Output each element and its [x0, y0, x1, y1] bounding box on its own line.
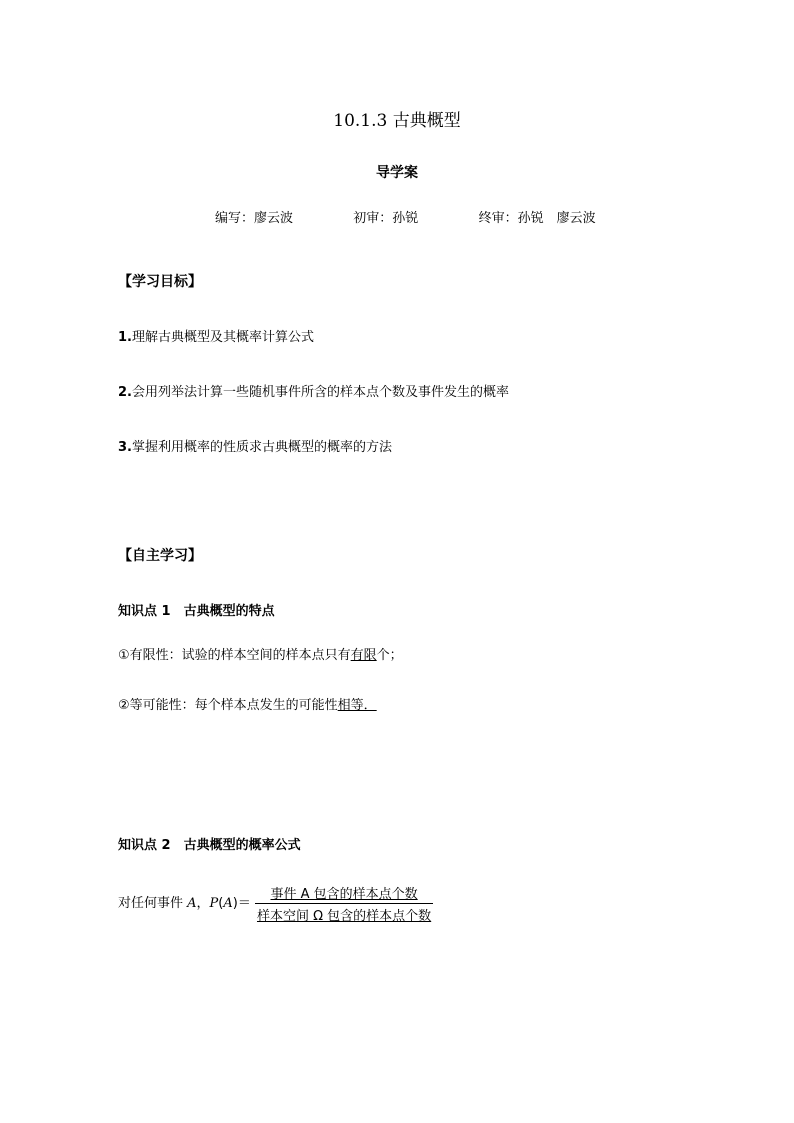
kp1-equal-likelihood-line: ②等可能性：每个样本点发生的可能性相等． — [118, 698, 377, 713]
knowledge-point-1-title: 知识点 1 古典概型的特点 — [118, 604, 275, 619]
fill-answer: 相等． — [337, 698, 377, 713]
objective-item-3 — [118, 436, 392, 455]
probability-fraction — [255, 883, 433, 924]
document-subtitle: 导学案 — [376, 165, 418, 181]
fraction-numerator: 事件 A 包含的样本点个数 — [255, 883, 433, 904]
editor-credit: 编写：廖云波 — [215, 211, 294, 226]
objective-item-2 — [118, 381, 509, 400]
knowledge-point-2-title: 知识点 2 古典概型的概率公式 — [118, 838, 301, 853]
objective-number: 1. — [118, 330, 132, 345]
objective-text: 会用列举法计算一些随机事件所含的样本点个数及事件发生的概率 — [131, 385, 509, 400]
final-review-credit: 终审：孙锐 廖云波 — [478, 211, 596, 226]
objective-text: 掌握利用概率的性质求古典概型的概率的方法 — [131, 440, 392, 455]
author-line — [215, 207, 596, 226]
probability-formula: 对任何事件 A，P(A)＝ $\frac{\text{事件 A 包含的样本点个数}}{\text{样本空间 Ω 包含的样本点个数}}$ — [118, 883, 433, 924]
objective-item-1 — [118, 326, 314, 345]
objective-number: 3. — [118, 440, 132, 455]
fill-answer: 有限 — [350, 648, 377, 663]
objective-number: 2. — [118, 385, 132, 400]
fraction-denominator: 样本空间 Ω 包含的样本点个数 — [256, 909, 432, 924]
self-study-heading: 【自主学习】 — [118, 548, 202, 564]
kp1-finiteness-line: ①有限性：试验的样本空间的样本点只有有限个； — [118, 648, 403, 663]
objective-text: 理解古典概型及其概率计算公式 — [131, 330, 314, 345]
first-review-credit: 初审：孙锐 — [353, 211, 419, 226]
objectives-heading: 【学习目标】 — [118, 274, 202, 290]
document-title: 10.1.3 古典概型 — [333, 111, 461, 131]
